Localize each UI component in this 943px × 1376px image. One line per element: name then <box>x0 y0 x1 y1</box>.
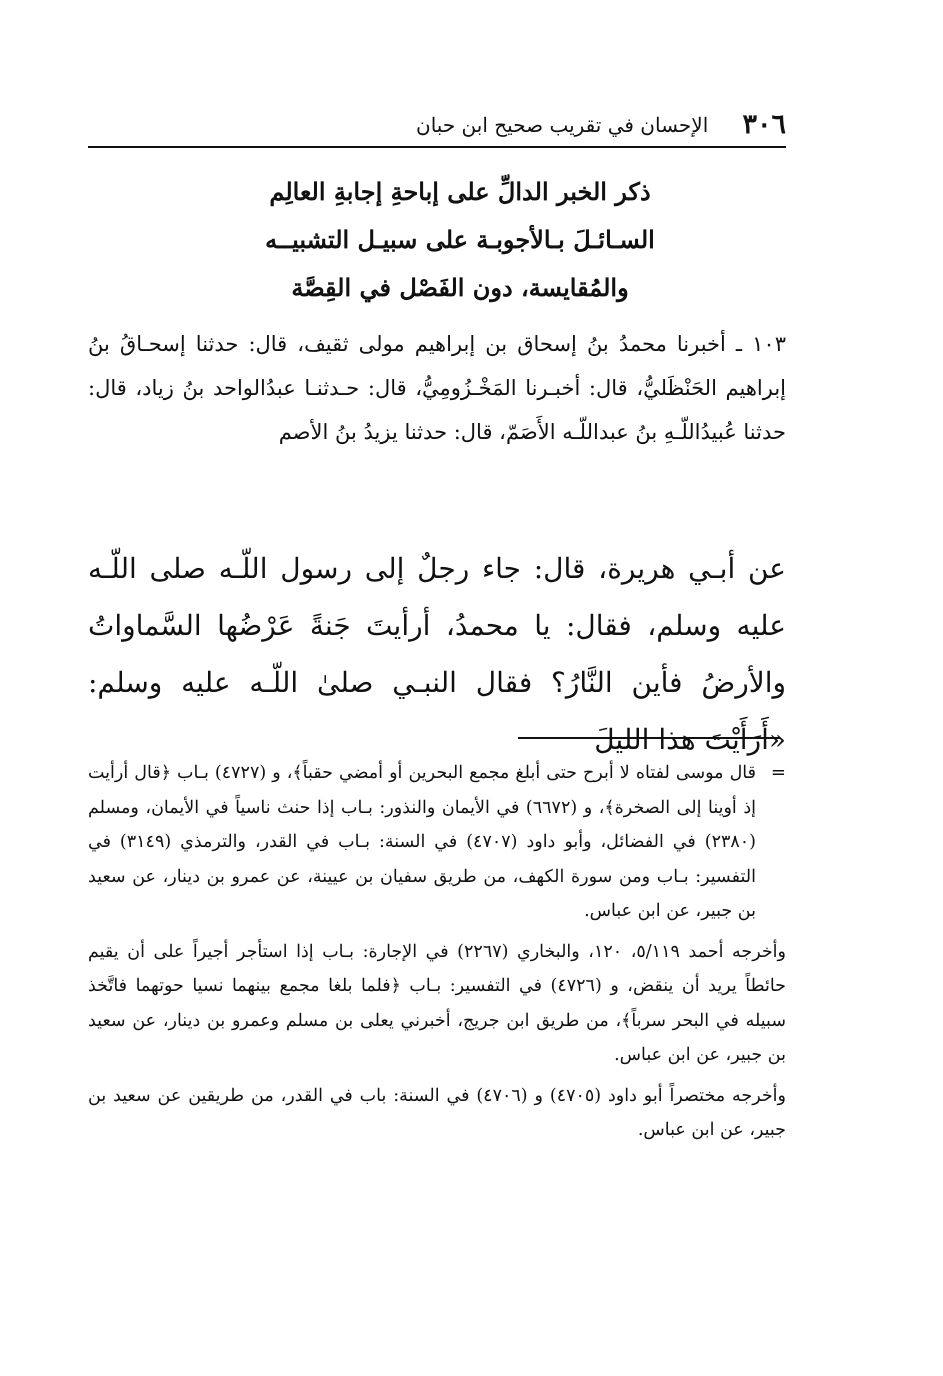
chapter-title-line: السـائـلَ بـالأجوبـة على سبيـل التشبيــه <box>265 225 655 254</box>
continuation-mark: = <box>770 762 786 783</box>
footnote-separator <box>518 737 780 739</box>
footnotes <box>88 756 786 1154</box>
chapter-title-line: والمُقايسة، دون الفَصْل في القِصَّة <box>291 273 629 302</box>
page-header <box>88 108 786 148</box>
footnote-text: قال موسى لفتاه لا أبرح حتى أبلغ مجمع البحرين أو أمضي حقباً﴾، و (٤٧٢٧) بـاب ﴿قال أرأيت إذ أوينا إلى الصخرة﴾، و (٦٦٧٢) في الأيمان والنذور: بـاب إذا حنث ناسياً في الأيمان، ومسلم (٢٣٨٠) في الفضائل، وأبو داود (٤٧٠٧) في السنة: بـاب في القدر، والترمذي (٣١٤٩) في التفسير: بـاب ومن سورة الكهف، من طريق سفيان بن عيينة، عن عمرو بن دينار، عن سعيد بن جبير، عن ابن عباس. <box>88 763 757 921</box>
footnote-paragraph <box>88 756 786 929</box>
chapter-title-line: ذكر الخبر الدالِّ على إباحةِ إجابةِ العالِم <box>269 177 651 206</box>
chapter-title <box>150 168 770 312</box>
footnote-paragraph: وأخرجه أحمد ٥/١١٩، ١٢٠، والبخاري (٢٢٦٧) في الإجارة: بـاب إذا استأجر أجيراً على أن يقيم حائطاً يريد أن ينقض، و (٤٧٢٦) في التفسير: بـاب ﴿فلما بلغا مجمع بينهما نسيا حوتهما فاتَّخذ سبيله في البحر سرباً﴾، من طريق ابن جريج، أخبرني يعلى بن مسلم وعمرو بن دينار، عن سعيد بن جبير، عن ابن عباس. <box>88 941 786 1065</box>
isnad-paragraph: ١٠٣ ـ أخبرنا محمدُ بنُ إسحاق بن إبراهيم مولى ثقيف، قال: حدثنا إسحـاقُ بنُ إبراهيم الحَنْظَليُّ، قال: أخبـرنا المَخْـزُومِيُّ، قال: حـدثنـا عبدُالواحد بنُ زياد، قال: حدثنا عُبيدُاللّـهِ بنُ عبداللّـه الأَصَمّ، قال: حدثنا يزيدُ بنُ الأصم <box>88 332 786 444</box>
hadith-text: عن أبـي هريرة، قال: جاء رجلٌ إلى رسول اللّـه صلى اللّـه عليه وسلم، فقال: يا محمدُ، أرأيتَ جَنةً عَرْضُها السَّماواتُ والأرضُ فأين النَّارُ؟ فقال النبـي صلىٰ اللّـه عليه وسلم: «أَرَأَيْتَ هذا الليلَ <box>88 552 786 756</box>
running-title: الإحسان في تقريب صحيح ابن حبان <box>416 113 709 137</box>
page-number: ٣٠٦ <box>742 109 786 140</box>
footnote-paragraph: وأخرجه مختصراً أبو داود (٤٧٠٥) و (٤٧٠٦) في السنة: باب في القدر، من طريقين عن سعيد بن جبير، عن ابن عباس. <box>88 1085 786 1140</box>
